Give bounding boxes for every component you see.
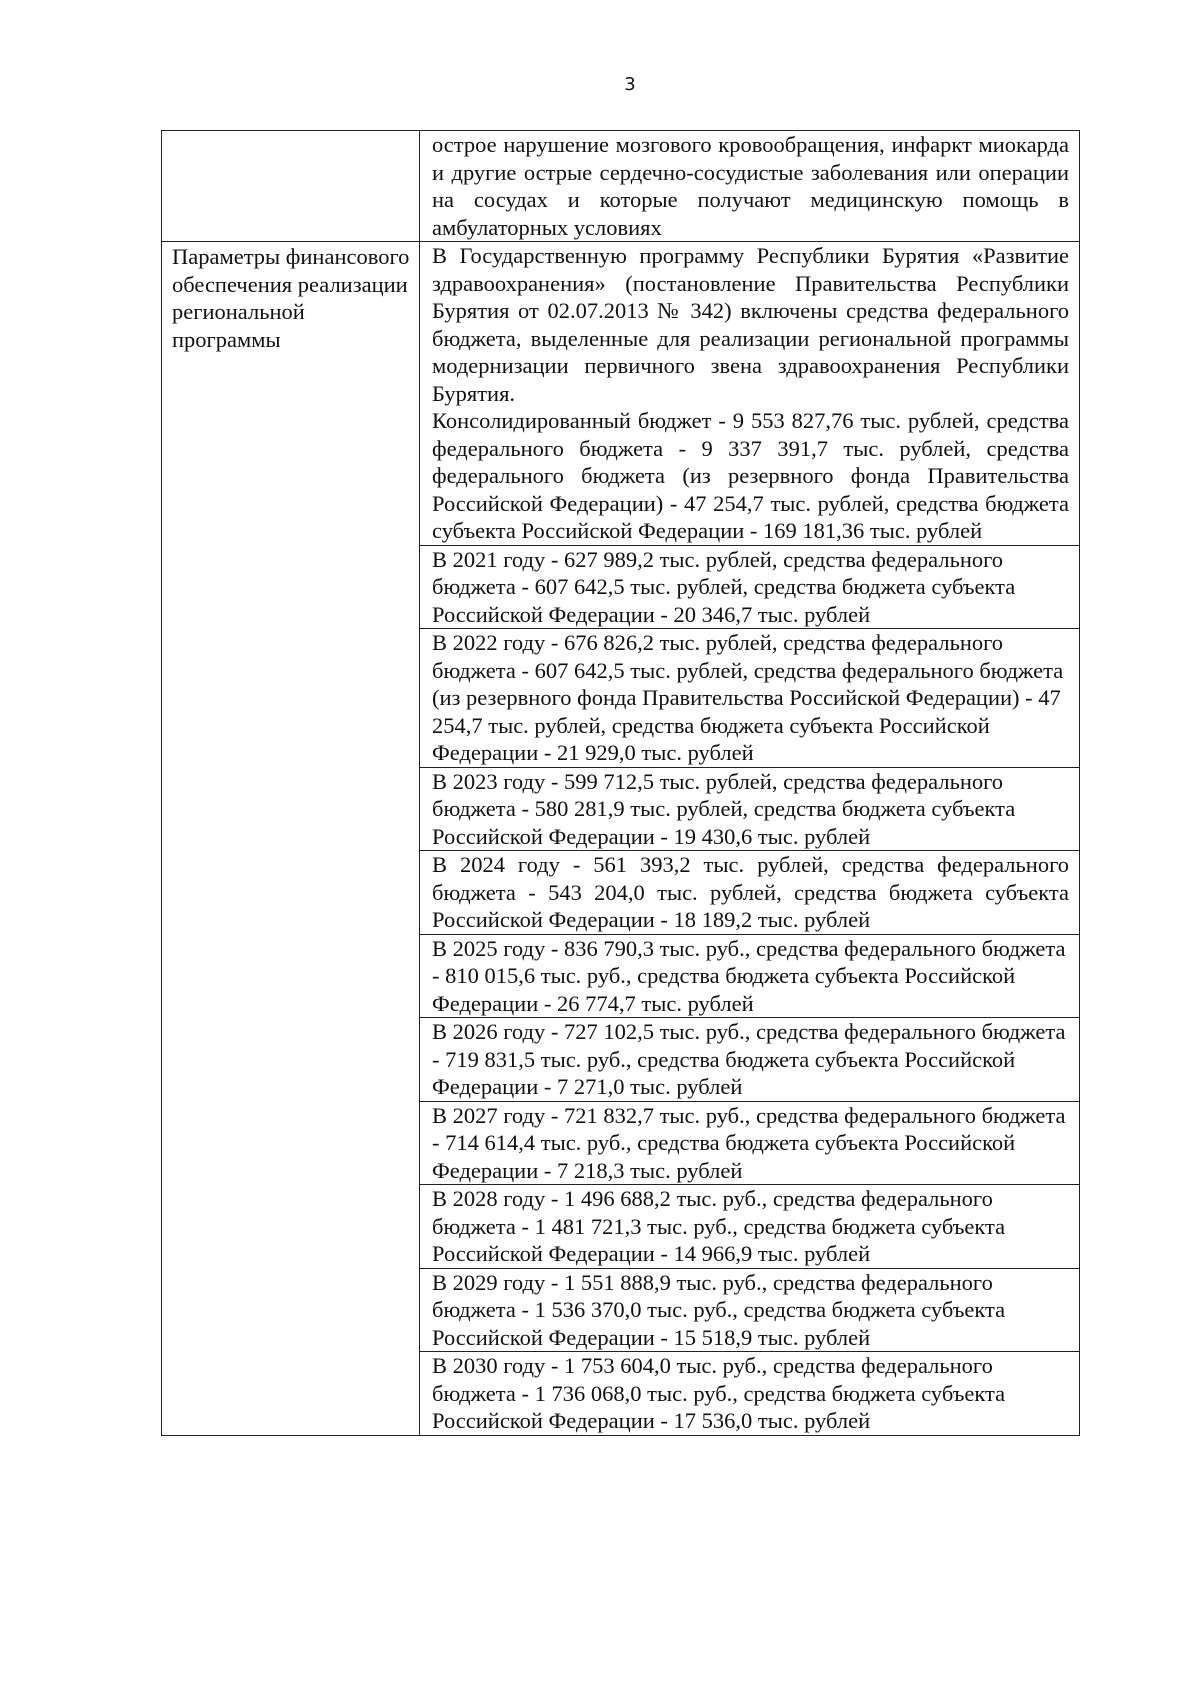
year-financing-cell: В 2022 году - 676 826,2 тыс. рублей, средства федерального бюджета - 607 642,5 тыс. рублей, средства федерального бюджета (из резервного фонда Правительства Российской Федерации) - 47 254,7 тыс. рублей, средства бюджета субъекта Российской Федерации - 21 929,0 тыс. рублей	[420, 629, 1080, 768]
year-financing-cell: В 2028 году - 1 496 688,2 тыс. руб., средства федерального бюджета - 1 481 721,3 тыс. руб., средства бюджета субъекта Российской Федерации - 14 966,9 тыс. рублей	[420, 1185, 1080, 1269]
program-passport-table	[161, 130, 1080, 1436]
page-number: 3	[624, 74, 636, 95]
year-financing-cell: В 2021 году - 627 989,2 тыс. рублей, средства федерального бюджета - 607 642,5 тыс. рублей, средства бюджета субъекта Российской Федерации - 20 346,7 тыс. рублей	[420, 545, 1080, 629]
financing-parameters-label	[162, 242, 420, 1436]
program-description: В Государственную программу Республики Бурятия «Развитие здравоохранения» (постановление Правительства Республики Бурятия от 02.07.2013 № 342) включены средства федерального бюджета, выделенные для реализации региональной программы модернизации первичного звена здравоохранения Республики Бурятия.	[432, 243, 1069, 406]
row-label-cell	[162, 131, 420, 242]
table-row	[162, 242, 1080, 546]
year-financing-cell: В 2029 году - 1 551 888,9 тыс. руб., средства федерального бюджета - 1 536 370,0 тыс. руб., средства бюджета субъекта Российской Федерации - 15 518,9 тыс. рублей	[420, 1268, 1080, 1352]
year-financing-cell: В 2027 году - 721 832,7 тыс. руб., средства федерального бюджета - 714 614,4 тыс. руб., средства бюджета субъекта Российской Федерации - 7 218,3 тыс. рублей	[420, 1101, 1080, 1185]
continued-text: острое нарушение мозгового кровообращения, инфаркт миокарда и другие острые сердечно-сосудистые заболевания или операции на сосудах и которые получают медицинскую помощь в амбулаторных условиях	[432, 132, 1069, 240]
row-content-cell	[420, 131, 1080, 242]
year-financing-cell: В 2026 году - 727 102,5 тыс. руб., средства федерального бюджета - 719 831,5 тыс. руб., средства бюджета субъекта Российской Федерации - 7 271,0 тыс. рублей	[420, 1018, 1080, 1102]
table-row	[162, 131, 1080, 242]
year-financing-cell: В 2023 году - 599 712,5 тыс. рублей, средства федерального бюджета - 580 281,9 тыс. рублей, средства бюджета субъекта Российской Федерации - 19 430,6 тыс. рублей	[420, 767, 1080, 851]
year-financing-cell: В 2030 году - 1 753 604,0 тыс. руб., средства федерального бюджета - 1 736 068,0 тыс. руб., средства бюджета субъекта Российской Федерации - 17 536,0 тыс. рублей	[420, 1352, 1080, 1436]
year-financing-cell: В 2024 году - 561 393,2 тыс. рублей, средства федерального бюджета - 543 204,0 тыс. рублей, средства бюджета субъекта Российской Федерации - 18 189,2 тыс. рублей	[420, 851, 1080, 935]
row-label-text: Параметры финансового обеспечения реализации региональной программы	[172, 244, 410, 352]
row-content-cell	[420, 242, 1080, 546]
consolidated-budget-text: Консолидированный бюджет - 9 553 827,76 тыс. рублей, средства федерального бюджета - 9 337 391,7 тыс. рублей, средства федерального бюджета (из резервного фонда Правительства Российской Федерации) - 47 254,7 тыс. рублей, средства бюджета субъекта Российской Федерации - 169 181,36 тыс. рублей	[432, 408, 1069, 543]
year-financing-cell: В 2025 году - 836 790,3 тыс. руб., средства федерального бюджета - 810 015,6 тыс. руб., средства бюджета субъекта Российской Федерации - 26 774,7 тыс. рублей	[420, 934, 1080, 1018]
